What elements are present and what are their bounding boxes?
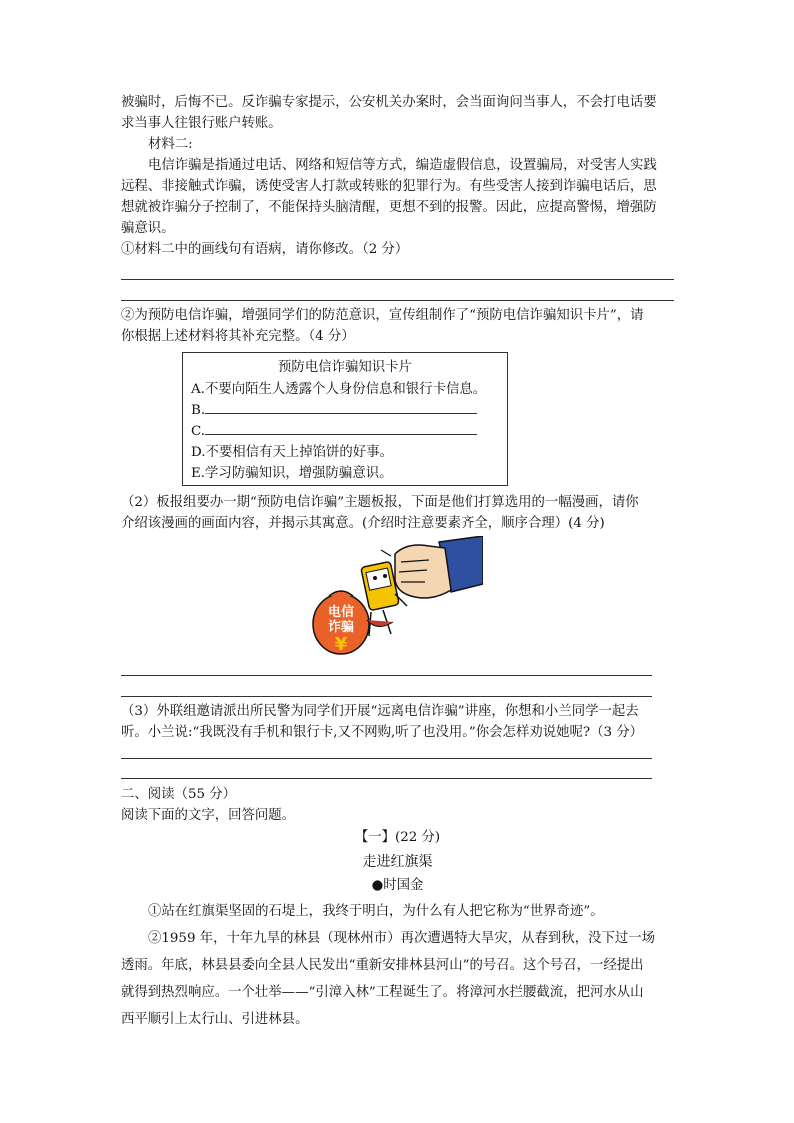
card-item-a: A.不要向陌生人透露个人身份信息和银行卡信息。 <box>191 382 487 397</box>
answer-line[interactable] <box>121 300 674 301</box>
material2-para-l1: 电信诈骗是指通过电话、网络和短信等方式，编造虚假信息，设置骗局，对受害人实践 <box>148 158 657 173</box>
section-heading: 二、阅读（55 分） <box>121 787 237 802</box>
answer-line[interactable] <box>121 778 652 779</box>
answer-line[interactable] <box>121 696 652 697</box>
card-item-c-label: C. <box>191 424 206 439</box>
answer-line[interactable] <box>121 675 652 676</box>
card-item-d: D.不要相信有天上掉馅饼的好事。 <box>191 445 393 460</box>
knowledge-card <box>182 352 508 486</box>
material2-para-l4: 骗意识。 <box>121 221 175 236</box>
question-4-line2: 听。小兰说:“我既没有手机和银行卡,又不网购,听了也没用。”你会怎样劝说她呢?（3 分） <box>121 725 644 740</box>
question-4-line1: （3）外联组邀请派出所民警为同学们开展“远离电信诈骗”讲座，你想和小兰同学一起去 <box>121 704 639 719</box>
top-text-line1: 被骗时，后悔不已。反诈骗专家提示，公安机关办案时，会当面询问当事人，不会打电话要 <box>121 95 657 110</box>
article-para-2-l1: ②1959 年，十年九旱的林县（现林州市）再次遭遇特大旱灾，从春到秋，没下过一场 <box>148 931 656 946</box>
article-para-2-l4: 西平顺引上太行山、引进林县。 <box>121 1012 309 1027</box>
question-3-line1: （2）板报组要办一期“预防电信诈骗”主题板报，下面是他们打算选用的一幅漫画，请你 <box>121 495 639 510</box>
document-page <box>121 92 674 260</box>
section-instruction: 阅读下面的文字，回答问题。 <box>121 808 296 823</box>
bag-text-1: 电信 <box>327 605 355 620</box>
article-para-1: ①站在红旗渠坚固的石堤上，我终于明白，为什么有人把它称为“世界奇迹”。 <box>148 904 604 919</box>
question-3-line2: 介绍该漫画的画面内容，并揭示其寓意。(介绍时注意要素齐全，顺序合理）(4 分) <box>121 516 605 531</box>
material2-para-l2: 远程、非接触式诈骗，诱使受害人打款或转账的犯罪行为。有些受害人接到诈骗电话后，思 <box>121 179 657 194</box>
article-para-2-l2: 透雨。年底，林县县委向全县人民发出“重新安排林县河山”的号召。这个号召，一经提出 <box>121 958 644 973</box>
top-text-line2: 求当事人往银行账户转账。 <box>121 116 282 131</box>
article-title: 走进红旗渠 <box>362 854 433 870</box>
anti-fraud-cartoon <box>311 536 483 656</box>
card-fill-c[interactable] <box>205 422 477 435</box>
question-4 <box>121 701 674 743</box>
part-label: 【一】(22 分) <box>354 830 441 845</box>
answer-line[interactable] <box>121 758 652 759</box>
article-para-2-l3: 就得到热烈响应。一个壮举——“引漳入林”工程诞生了。将漳河水拦腰截流，把河水从山 <box>121 985 644 1000</box>
answer-line[interactable] <box>121 279 674 280</box>
card-item-c <box>191 421 499 442</box>
money-bag-icon <box>313 591 369 655</box>
card-item-e: E.学习防骗知识，增强防骗意识。 <box>191 466 393 481</box>
question-3 <box>121 492 674 534</box>
reading-section <box>121 784 674 1033</box>
bag-yen-symbol: ¥ <box>334 634 348 655</box>
question-1: ①材料二中的画线句有语病，请你修改。（2 分） <box>121 242 409 257</box>
material2-heading: 材料二: <box>148 137 193 152</box>
question-2 <box>121 305 674 347</box>
card-title: 预防电信诈骗知识卡片 <box>278 360 412 375</box>
card-item-b <box>191 400 499 421</box>
bag-text-2: 诈骗 <box>327 620 355 635</box>
card-fill-b[interactable] <box>205 401 477 414</box>
question-2-line1: ②为预防电信诈骗，增强同学们的防范意识，宣传组制作了“预防电信诈骗知识卡片”，请 <box>121 308 644 323</box>
question-2-line2: 你根据上述材料将其补充完整。（4 分） <box>121 329 355 344</box>
article-author: ●时国金 <box>371 878 424 893</box>
material2-para-l3: 想就被诈骗分子控制了，不能保持头脑清醒，更想不到的报警。因此，应提高警惕，增强防 <box>121 200 657 215</box>
card-item-b-label: B. <box>191 403 206 418</box>
